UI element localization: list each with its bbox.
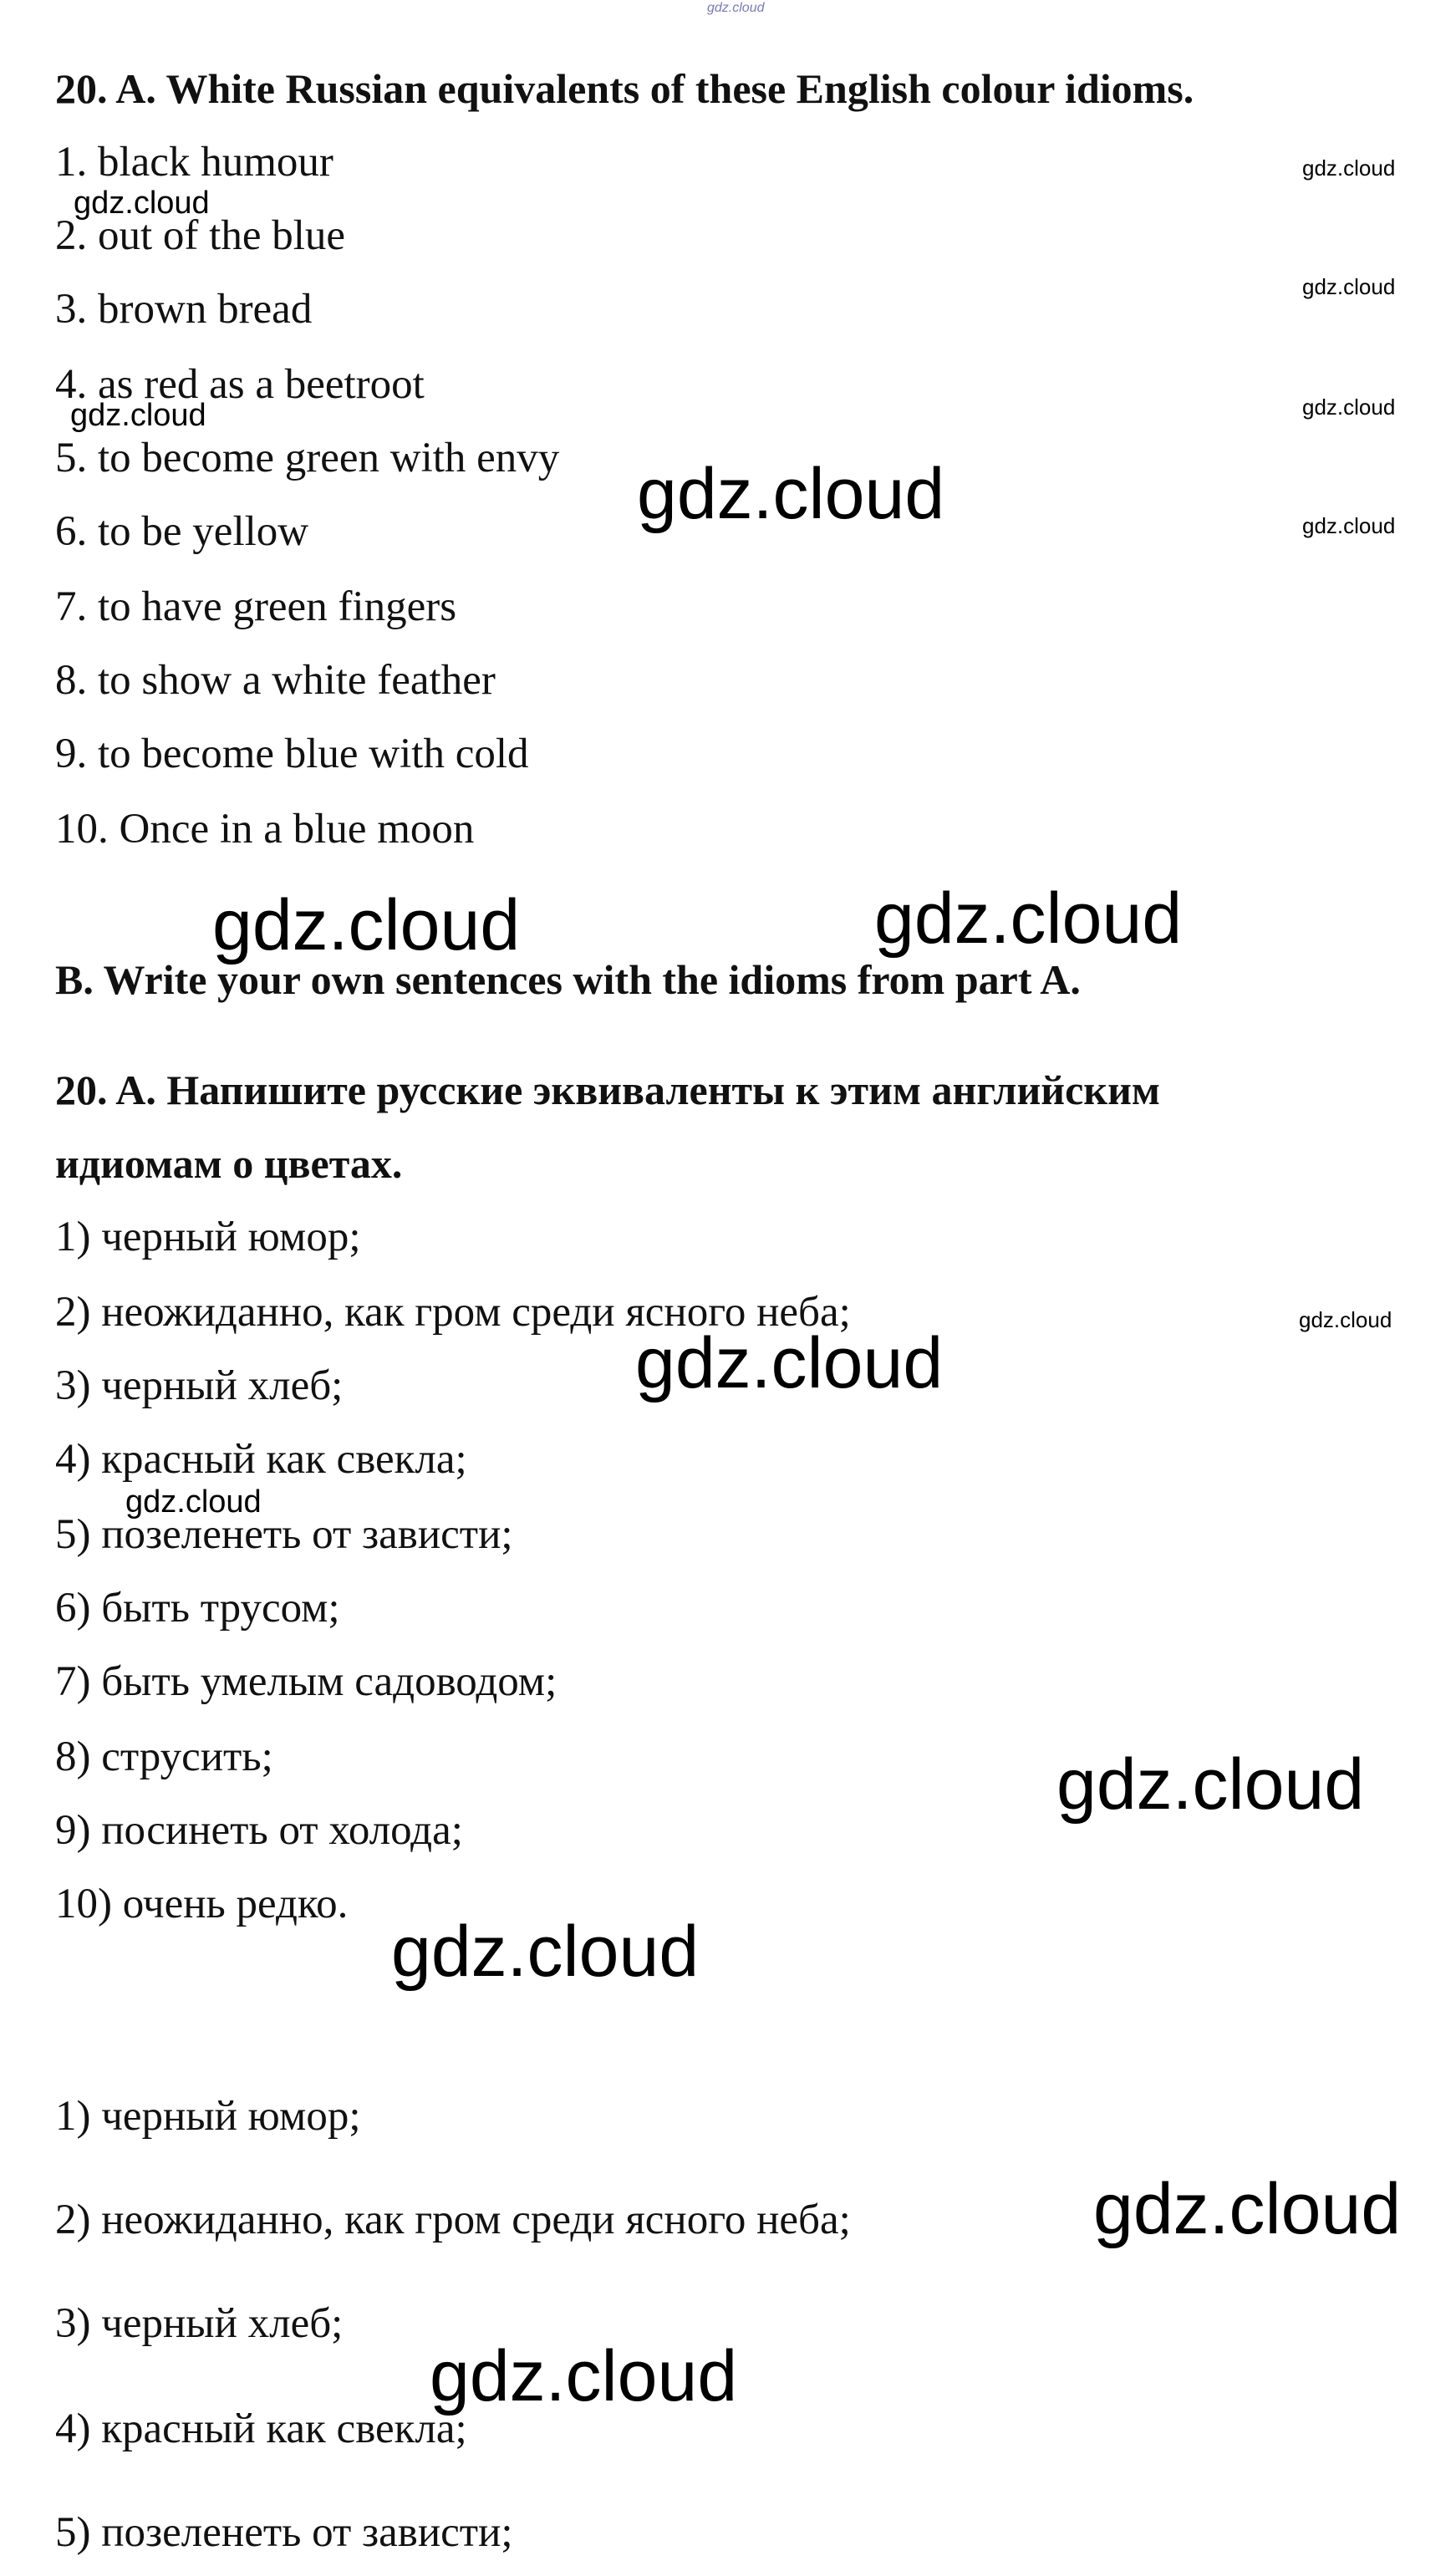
answer-item: 2) неожиданно, как гром среди ясного неба;	[55, 2197, 851, 2243]
watermark-large: gdz.cloud	[1056, 1744, 1365, 1825]
idiom-item-ru: 8) струсить;	[55, 1734, 273, 1780]
idiom-item-ru: 7) быть умелым садоводом;	[55, 1658, 557, 1705]
watermark-large: gdz.cloud	[874, 878, 1183, 959]
idiom-item-en: 5. to become green with envy	[55, 435, 560, 481]
idiom-item-ru: 1) черный юмор;	[55, 1214, 361, 1260]
idiom-item-ru: 3) черный хлеб;	[55, 1362, 344, 1409]
watermark-large: gdz.cloud	[391, 1912, 700, 1992]
idiom-item-ru: 5) позеленеть от зависти;	[55, 1511, 513, 1558]
exercise-heading-en: 20. A. White Russian equivalents of these English colour idioms.	[55, 65, 1194, 112]
watermark-medium: gdz.cloud	[70, 398, 206, 433]
watermark-small: gdz.cloud	[1302, 155, 1396, 181]
idiom-item-en: 2. out of the blue	[55, 212, 346, 259]
watermark-large: gdz.cloud	[430, 2336, 738, 2416]
watermark-medium: gdz.cloud	[74, 186, 210, 221]
idiom-item-ru: 4) красный как свекла;	[55, 1436, 467, 1483]
answer-item: 4) красный как свекла;	[55, 2406, 467, 2452]
idiom-item-en: 4. as red as a beetroot	[55, 361, 425, 408]
watermark-top: gdz.cloud	[707, 1, 765, 15]
part-b-heading: B. Write your own sentences with the idioms from part A.	[55, 956, 1081, 1003]
idiom-item-en: 7. to have green fingers	[55, 583, 457, 630]
idiom-item-ru: 9) посинеть от холода;	[55, 1807, 463, 1854]
idiom-item-en: 9. to become blue with cold	[55, 731, 529, 777]
exercise-heading-ru-line1: 20. A. Напишите русские эквиваленты к этим английским	[55, 1067, 1160, 1113]
exercise-heading-ru-line2: идиомам о цветах.	[55, 1140, 403, 1187]
idiom-item-en: 6. to be yellow	[55, 508, 309, 555]
idiom-item-ru: 10) очень редко.	[55, 1881, 349, 1927]
idiom-item-en: 3. brown bread	[55, 286, 313, 333]
answer-item: 5) позеленеть от зависти;	[55, 2509, 513, 2556]
watermark-large: gdz.cloud	[635, 1323, 944, 1403]
watermark-small: gdz.cloud	[1302, 274, 1396, 299]
answer-item: 1) черный юмор;	[55, 2093, 361, 2140]
idiom-item-en: 1. black humour	[55, 139, 333, 186]
watermark-large: gdz.cloud	[1093, 2169, 1402, 2249]
watermark-small: gdz.cloud	[1302, 395, 1396, 420]
watermark-large: gdz.cloud	[212, 885, 521, 965]
watermark-large: gdz.cloud	[637, 454, 945, 534]
idiom-item-en: 10. Once in a blue moon	[55, 806, 475, 853]
idiom-item-ru: 6) быть трусом;	[55, 1585, 340, 1632]
watermark-small: gdz.cloud	[1299, 1307, 1392, 1332]
answer-item: 3) черный хлеб;	[55, 2300, 344, 2347]
watermark-medium: gdz.cloud	[125, 1484, 262, 1520]
idiom-item-ru: 2) неожиданно, как гром среди ясного неба;	[55, 1289, 851, 1336]
idiom-item-en: 8. to show a white feather	[55, 657, 496, 704]
watermark-small: gdz.cloud	[1302, 513, 1396, 538]
